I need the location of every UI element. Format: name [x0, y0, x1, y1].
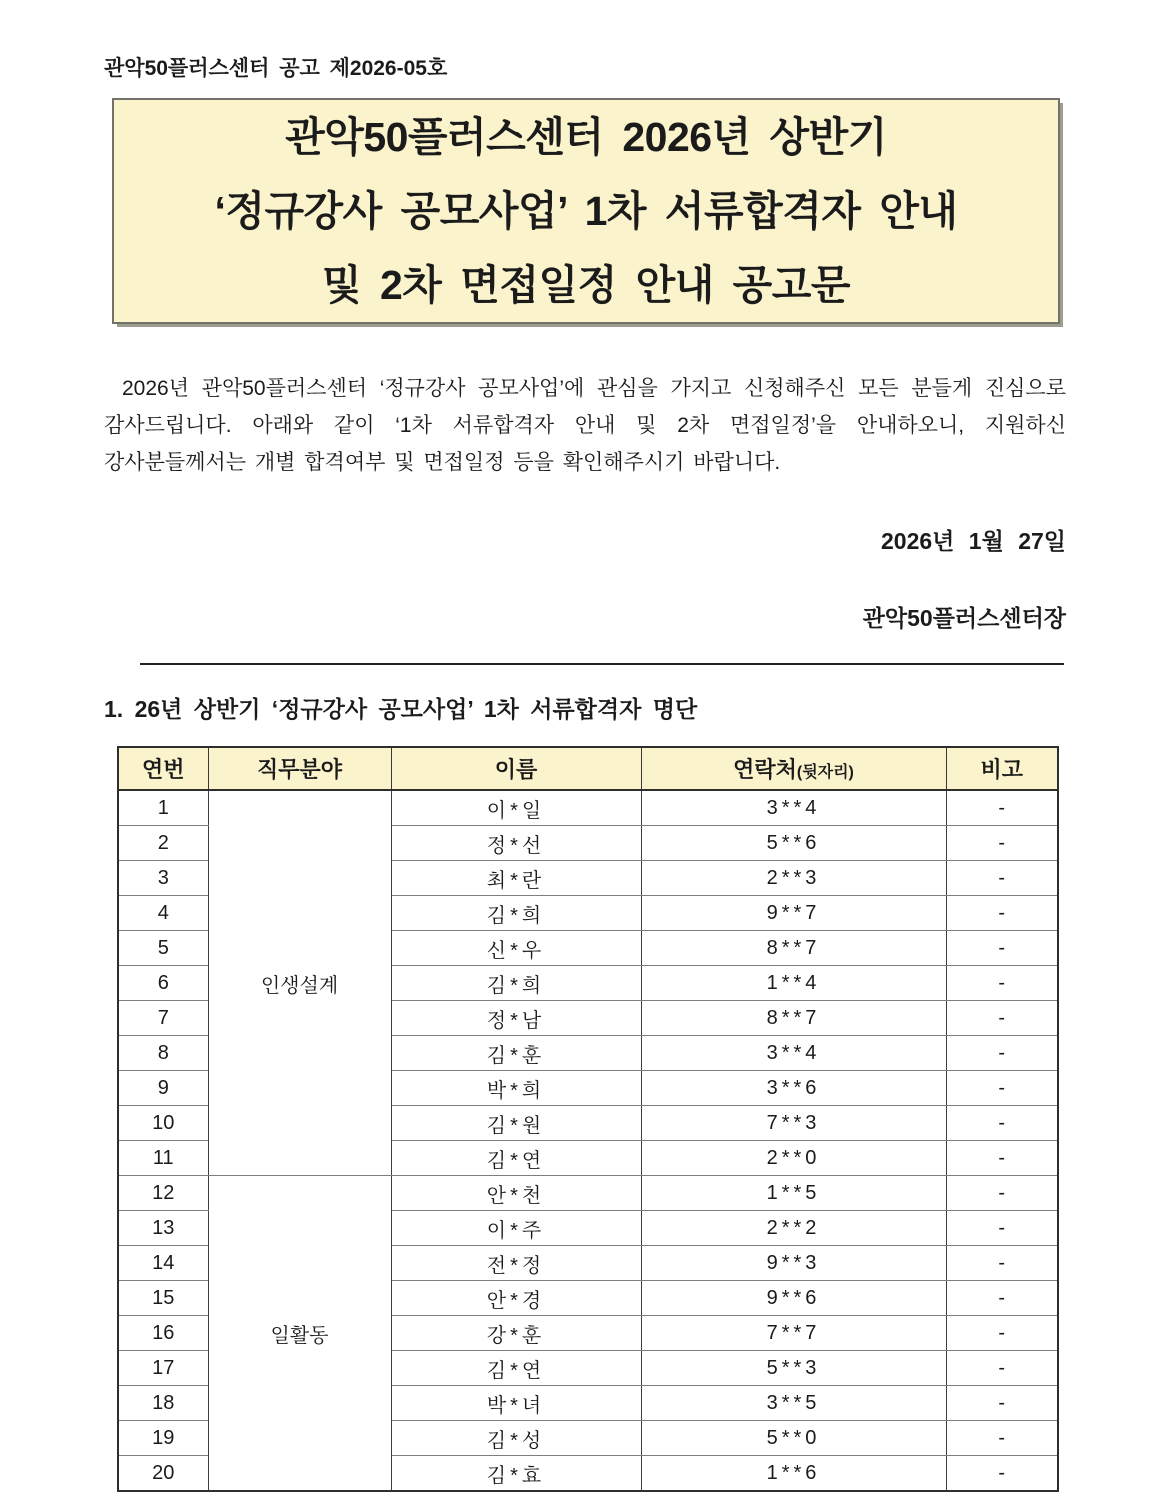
cell-contact: 5**0 — [641, 1421, 946, 1456]
cell-field: 인생설계 — [208, 790, 391, 1176]
cell-note: - — [946, 1351, 1058, 1386]
cell-no: 13 — [118, 1211, 208, 1246]
table-header-row — [118, 747, 1058, 790]
col-header-contact — [641, 747, 946, 790]
cell-note: - — [946, 861, 1058, 896]
divider-rule — [140, 663, 1064, 665]
title-box — [112, 98, 1060, 324]
date-line: 2026년 1월 27일 — [881, 528, 1066, 554]
cell-contact: 3**5 — [641, 1386, 946, 1421]
cell-note: - — [946, 1141, 1058, 1176]
cell-no: 6 — [118, 966, 208, 1001]
cell-no: 5 — [118, 931, 208, 966]
doc-number: 관악50플러스센터 공고 제2026-05호 — [104, 57, 448, 80]
cell-no: 9 — [118, 1071, 208, 1106]
col-header-note: 비고 — [946, 747, 1058, 790]
cell-contact: 3**4 — [641, 790, 946, 826]
cell-contact: 2**3 — [641, 861, 946, 896]
col-header-no: 연번 — [118, 747, 208, 790]
cell-note: - — [946, 1211, 1058, 1246]
cell-name: 이*주 — [391, 1211, 641, 1246]
cell-name: 박*녀 — [391, 1386, 641, 1421]
cell-contact: 3**6 — [641, 1071, 946, 1106]
cell-contact: 7**7 — [641, 1316, 946, 1351]
table-body — [118, 790, 1058, 1491]
cell-name: 김*연 — [391, 1351, 641, 1386]
cell-no: 19 — [118, 1421, 208, 1456]
cell-no: 18 — [118, 1386, 208, 1421]
cell-no: 2 — [118, 826, 208, 861]
cell-name: 김*연 — [391, 1141, 641, 1176]
cell-no: 11 — [118, 1141, 208, 1176]
cell-no: 20 — [118, 1456, 208, 1492]
cell-field: 일활동 — [208, 1176, 391, 1492]
cell-contact: 5**3 — [641, 1351, 946, 1386]
cell-note: - — [946, 1386, 1058, 1421]
cell-note: - — [946, 1106, 1058, 1141]
cell-name: 김*성 — [391, 1421, 641, 1456]
cell-note: - — [946, 966, 1058, 1001]
cell-contact: 1**4 — [641, 966, 946, 1001]
cell-name: 김*원 — [391, 1106, 641, 1141]
signature-line: 관악50플러스센터장 — [862, 605, 1066, 631]
col-header-name: 이름 — [391, 747, 641, 790]
cell-contact: 9**6 — [641, 1281, 946, 1316]
cell-name: 신*우 — [391, 931, 641, 966]
col-header-contact-main: 연락처 — [733, 757, 797, 782]
cell-name: 최*란 — [391, 861, 641, 896]
cell-no: 15 — [118, 1281, 208, 1316]
title-line-1: 관악50플러스센터 2026년 상반기 — [285, 114, 887, 160]
cell-name: 김*효 — [391, 1456, 641, 1492]
cell-contact: 8**7 — [641, 1001, 946, 1036]
table-header — [118, 747, 1058, 790]
cell-note: - — [946, 1001, 1058, 1036]
col-header-contact-sub: (뒷자리) — [796, 764, 854, 781]
col-header-field: 직무분야 — [208, 747, 391, 790]
cell-no: 1 — [118, 790, 208, 826]
cell-no: 3 — [118, 861, 208, 896]
cell-no: 17 — [118, 1351, 208, 1386]
cell-note: - — [946, 1036, 1058, 1071]
cell-note: - — [946, 1071, 1058, 1106]
cell-no: 7 — [118, 1001, 208, 1036]
cell-no: 12 — [118, 1176, 208, 1211]
cell-name: 안*경 — [391, 1281, 641, 1316]
pass-list-table — [117, 746, 1059, 1492]
title-line-3: 및 2차 면접일정 안내 공고문 — [321, 262, 851, 308]
cell-no: 4 — [118, 896, 208, 931]
cell-no: 10 — [118, 1106, 208, 1141]
cell-contact: 9**7 — [641, 896, 946, 931]
cell-contact: 1**5 — [641, 1176, 946, 1211]
cell-no: 16 — [118, 1316, 208, 1351]
cell-note: - — [946, 1246, 1058, 1281]
body-paragraph: 2026년 관악50플러스센터 ‘정규강사 공모사업’에 관심을 가지고 신청해주신 모든 분들게 진심으로 감사드립니다. 아래와 같이 ‘1차 서류합격자 안내 및 2차 면접일정’을 안내하오니, 지원하신 강사분들께서는 개별 합격여부 및 면접일정 등을 확인해주시기 바랍니다. — [104, 377, 1066, 474]
cell-contact: 8**7 — [641, 931, 946, 966]
cell-note: - — [946, 896, 1058, 931]
cell-contact: 2**2 — [641, 1211, 946, 1246]
cell-contact: 9**3 — [641, 1246, 946, 1281]
cell-contact: 7**3 — [641, 1106, 946, 1141]
cell-name: 이*일 — [391, 790, 641, 826]
cell-name: 김*희 — [391, 966, 641, 1001]
cell-note: - — [946, 790, 1058, 826]
cell-no: 14 — [118, 1246, 208, 1281]
cell-contact: 2**0 — [641, 1141, 946, 1176]
table-row — [118, 790, 1058, 826]
cell-name: 김*훈 — [391, 1036, 641, 1071]
cell-name: 안*천 — [391, 1176, 641, 1211]
cell-no: 8 — [118, 1036, 208, 1071]
cell-note: - — [946, 826, 1058, 861]
cell-name: 정*남 — [391, 1001, 641, 1036]
cell-note: - — [946, 1456, 1058, 1492]
cell-note: - — [946, 1421, 1058, 1456]
section-heading: 1. 26년 상반기 ‘정규강사 공모사업’ 1차 서류합격자 명단 — [104, 696, 698, 722]
cell-contact: 5**6 — [641, 826, 946, 861]
cell-contact: 1**6 — [641, 1456, 946, 1492]
cell-name: 정*선 — [391, 826, 641, 861]
cell-contact: 3**4 — [641, 1036, 946, 1071]
cell-name: 박*희 — [391, 1071, 641, 1106]
table-row — [118, 1176, 1058, 1211]
cell-note: - — [946, 931, 1058, 966]
title-line-2: ‘정규강사 공모사업’ 1차 서류합격자 안내 — [214, 188, 958, 234]
cell-name: 김*희 — [391, 896, 641, 931]
cell-note: - — [946, 1316, 1058, 1351]
cell-name: 강*훈 — [391, 1316, 641, 1351]
cell-note: - — [946, 1281, 1058, 1316]
cell-name: 전*정 — [391, 1246, 641, 1281]
cell-note: - — [946, 1176, 1058, 1211]
